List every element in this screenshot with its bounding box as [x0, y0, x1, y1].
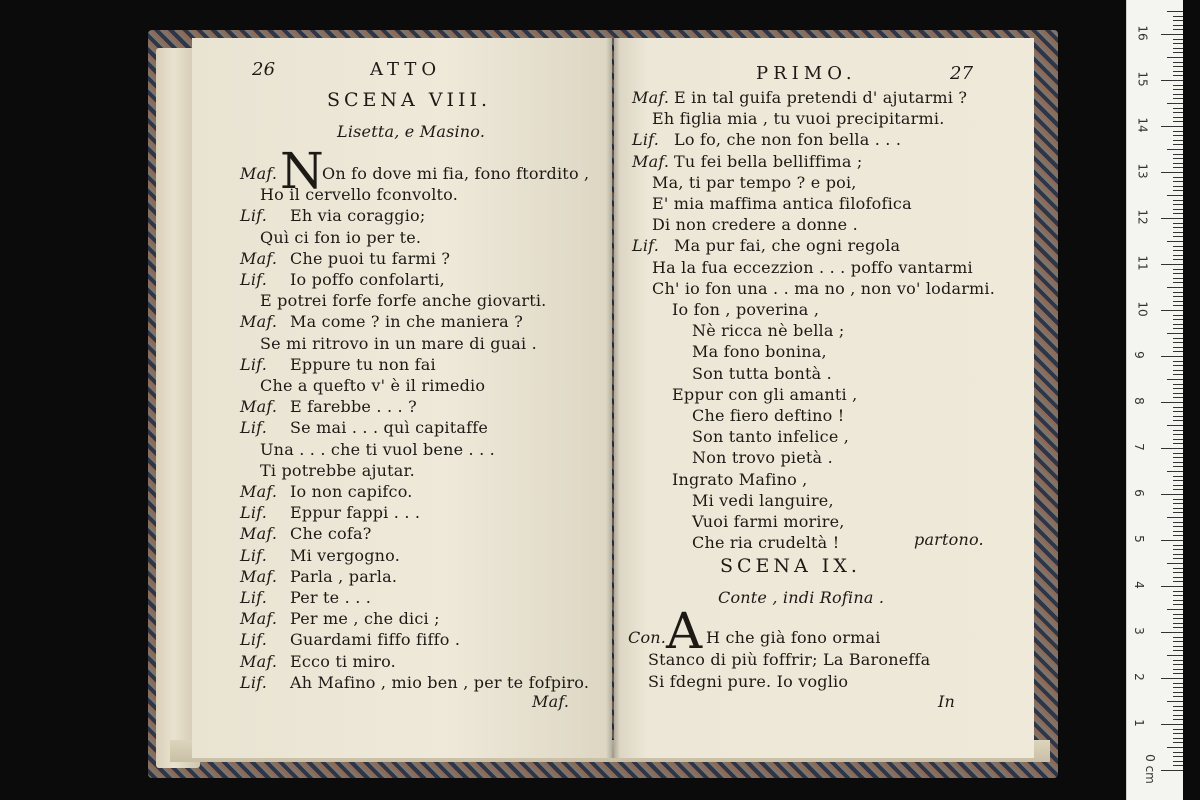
ruler-tick — [1173, 531, 1183, 532]
dialogue-line: Ho il cervello fconvolto. — [260, 185, 459, 205]
ruler-tick — [1161, 356, 1183, 357]
ruler-tick — [1161, 172, 1183, 173]
dialogue-line: Guardami fiffo fiffo . — [290, 630, 461, 650]
ruler-tick — [1173, 140, 1183, 141]
dialogue-line: Una . . . che ti vuol bene . . . — [260, 439, 495, 459]
ruler-tick — [1173, 374, 1183, 375]
ruler-tick — [1167, 655, 1183, 656]
ruler-tick — [1173, 683, 1183, 684]
ruler-tick — [1161, 310, 1183, 311]
dialogue-line: Che a quefto v' è il rimedio — [260, 376, 486, 395]
ruler-tick — [1173, 269, 1183, 270]
ruler-tick — [1173, 765, 1183, 766]
ruler-tick — [1161, 724, 1183, 725]
ruler-tick — [1173, 204, 1183, 205]
ruler-tick — [1173, 131, 1183, 132]
ruler-tick — [1173, 324, 1183, 325]
ruler-tick — [1173, 577, 1183, 578]
speaker-label: Lif. — [240, 545, 267, 565]
speaker-label: Maf. — [632, 88, 670, 107]
dialogue-line: Ah Mafino , mio ben , per te fofpiro. — [290, 672, 590, 692]
ruler-tick — [1173, 618, 1183, 619]
ruler-label: 13 — [1135, 163, 1150, 179]
ruler-tick — [1173, 62, 1183, 63]
ruler-tick — [1173, 39, 1183, 40]
dialogue-line: Quì ci fon io per te. — [260, 227, 422, 247]
ruler-tick — [1173, 499, 1183, 500]
ruler-tick — [1161, 494, 1183, 495]
speaker-label: Lif. — [240, 630, 267, 650]
ruler-tick — [1173, 223, 1183, 224]
ruler-tick — [1167, 103, 1183, 104]
ruler-tick — [1173, 85, 1183, 86]
scene-characters: Lisetta, e Masino. — [337, 122, 486, 141]
dialogue-line: E potrei forfe forfe anche giovarti. — [260, 291, 547, 311]
ruler-tick — [1173, 52, 1183, 53]
dialogue-line: Stanco di più foffrir; La Baroneffa — [648, 650, 931, 669]
dialogue-line: Ch' io fon una . . ma no , non vo' lodarmi. — [652, 278, 996, 298]
dialogue-line: Eppure tu non fai — [290, 354, 436, 374]
ruler-tick — [1173, 361, 1183, 362]
dialogue-line: Parla , parla. — [290, 566, 398, 586]
ruler-tick — [1173, 292, 1183, 293]
ruler-tick — [1173, 154, 1183, 155]
ruler-tick — [1173, 181, 1183, 182]
ruler-tick — [1173, 66, 1183, 67]
speaker-label: Maf. — [240, 312, 278, 332]
ruler-tick — [1173, 508, 1183, 509]
page-number: 27 — [950, 63, 974, 84]
ruler-label: 5 — [1131, 535, 1146, 543]
ruler-tick — [1173, 273, 1183, 274]
speaker-label: Maf. — [240, 482, 278, 501]
dialogue-line: Eppur fappi . . . — [290, 503, 421, 523]
dialogue-line: Che puoi tu farmi ? — [290, 248, 451, 268]
ruler-tick — [1167, 287, 1183, 288]
aria-verse: Eppur con gli amanti , — [672, 384, 858, 404]
ruler-tick — [1173, 246, 1183, 247]
ruler-label: 6 — [1131, 489, 1146, 497]
catchword: In — [938, 692, 956, 711]
ruler-tick — [1173, 476, 1183, 477]
ruler-tick — [1173, 351, 1183, 352]
ruler-tick — [1173, 738, 1183, 739]
ruler-tick — [1167, 379, 1183, 380]
ruler-tick — [1173, 604, 1183, 605]
dialogue-line: Per te . . . — [290, 588, 372, 607]
ruler-tick — [1173, 752, 1183, 753]
ruler-tick — [1161, 632, 1183, 633]
speaker-label: Lif. — [240, 418, 267, 438]
ruler-tick — [1173, 177, 1183, 178]
aria-verse: Io fon , poverina , — [672, 300, 820, 319]
ruler-tick — [1161, 402, 1183, 403]
dialogue-line: On fo dove mi fia, fono ftordito , — [322, 164, 590, 183]
speaker-label: Maf. — [240, 566, 278, 586]
right-page — [614, 38, 1034, 758]
ruler-tick — [1167, 471, 1183, 472]
dialogue-line: Io non capifco. — [290, 482, 413, 501]
aria-verse: Ma fono bonina, — [692, 342, 827, 362]
ruler-tick — [1167, 57, 1183, 58]
ruler-tick — [1173, 232, 1183, 233]
ruler-tick — [1173, 756, 1183, 757]
ruler-tick — [1173, 347, 1183, 348]
left-page — [192, 38, 612, 758]
scene-characters: Conte , indi Rofina . — [718, 588, 885, 607]
ruler-tick — [1167, 609, 1183, 610]
ruler-tick — [1161, 34, 1183, 35]
ruler-tick — [1173, 48, 1183, 49]
dialogue-line: Ha la fua eccezzion . . . poffo vantarmi — [652, 257, 973, 277]
book-gutter — [606, 38, 620, 758]
ruler-tick — [1173, 29, 1183, 30]
ruler-tick — [1173, 328, 1183, 329]
dialogue-line: E farebbe . . . ? — [290, 397, 417, 417]
speaker-label: Maf. — [240, 609, 278, 629]
ruler-tick — [1173, 384, 1183, 385]
ruler-tick — [1173, 89, 1183, 90]
ruler-tick — [1173, 595, 1183, 596]
speaker-label: Maf. — [632, 151, 670, 171]
ruler-label: 10 — [1135, 301, 1150, 317]
ruler-tick — [1173, 664, 1183, 665]
ruler-tick — [1173, 462, 1183, 463]
ruler-tick — [1173, 485, 1183, 486]
aria-verse: Ingrato Mafino , — [672, 469, 808, 489]
ruler-label: 2 — [1131, 673, 1146, 681]
ruler-tick — [1173, 407, 1183, 408]
ruler-label: 3 — [1131, 627, 1146, 635]
ruler-tick — [1173, 489, 1183, 490]
aria-verse: Son tanto infelice , — [692, 427, 850, 447]
ruler-tick — [1173, 434, 1183, 435]
ruler-tick — [1161, 586, 1183, 587]
ruler-tick — [1173, 641, 1183, 642]
speaker-label: Lif. — [240, 588, 267, 607]
ruler-tick — [1173, 25, 1183, 26]
ruler-tick — [1167, 425, 1183, 426]
ruler-label: 9 — [1131, 351, 1146, 359]
ruler-tick — [1173, 637, 1183, 638]
ruler-tick — [1173, 236, 1183, 237]
speaker-label: Lif. — [632, 236, 659, 256]
ruler-tick — [1173, 117, 1183, 118]
ruler-tick — [1173, 627, 1183, 628]
ruler-tick — [1173, 443, 1183, 444]
ruler-tick — [1173, 282, 1183, 283]
ruler-tick — [1173, 209, 1183, 210]
ruler-tick — [1161, 264, 1183, 265]
catchword: Maf. — [532, 692, 570, 711]
ruler-tick — [1173, 729, 1183, 730]
dialogue-line: E in tal guifa pretendi d' ajutarmi ? — [674, 88, 968, 107]
ruler-tick — [1161, 678, 1183, 679]
aria-verse: Che fiero deftino ! — [692, 406, 845, 425]
dialogue-line: Tu fei bella belliffima ; — [674, 151, 863, 171]
ruler-tick — [1173, 144, 1183, 145]
ruler-label: 0 cm — [1142, 754, 1157, 784]
speaker-label: Lif. — [240, 503, 267, 523]
ruler-label: 16 — [1135, 25, 1150, 41]
ruler-tick — [1173, 397, 1183, 398]
ruler-tick — [1161, 770, 1183, 771]
dialogue-line: Ma come ? in che maniera ? — [290, 312, 523, 332]
scene-title: SCENA VIII. — [327, 89, 492, 111]
ruler-tick — [1173, 572, 1183, 573]
ruler-label: 4 — [1131, 581, 1146, 589]
ruler-tick — [1173, 600, 1183, 601]
ruler-tick — [1173, 545, 1183, 546]
ruler-tick — [1173, 135, 1183, 136]
ruler-tick — [1173, 338, 1183, 339]
speaker-label: Maf. — [240, 164, 278, 183]
ruler-tick — [1173, 200, 1183, 201]
ruler-tick — [1173, 186, 1183, 187]
ruler-tick — [1173, 614, 1183, 615]
ruler-tick — [1167, 195, 1183, 196]
ruler-label: 15 — [1135, 71, 1150, 87]
ruler-tick — [1173, 591, 1183, 592]
ruler-tick — [1173, 733, 1183, 734]
dialogue-line: Se mai . . . quì capitaffe — [290, 418, 489, 438]
ruler-label: 8 — [1131, 397, 1146, 405]
ruler-tick — [1173, 342, 1183, 343]
ruler-tick — [1173, 94, 1183, 95]
ruler-tick — [1173, 167, 1183, 168]
speaker-label: Maf. — [240, 248, 278, 268]
scene-title: SCENA IX. — [720, 555, 861, 577]
ruler-tick — [1173, 43, 1183, 44]
dialogue-line: Se mi ritrovo in un mare di guai . — [260, 333, 537, 353]
ruler-tick — [1173, 420, 1183, 421]
ruler-tick — [1173, 719, 1183, 720]
speaker-label: Maf. — [240, 397, 278, 417]
speaker-label: Lif. — [240, 206, 267, 226]
ruler-tick — [1173, 112, 1183, 113]
dialogue-line: Si fdegni pure. Io voglio — [648, 672, 849, 691]
ruler-tick — [1173, 581, 1183, 582]
ruler-tick — [1173, 305, 1183, 306]
ruler-tick — [1173, 416, 1183, 417]
ruler-tick — [1173, 71, 1183, 72]
dialogue-line: E' mia maffima antica filofofica — [652, 194, 912, 213]
ruler-tick — [1173, 98, 1183, 99]
ruler-tick — [1173, 623, 1183, 624]
ruler-tick — [1173, 190, 1183, 191]
ruler-tick — [1167, 747, 1183, 748]
ruler-tick — [1167, 241, 1183, 242]
aria-verse: Vuoi farmi morire, — [692, 512, 845, 531]
ruler-tick — [1173, 742, 1183, 743]
ruler-tick — [1173, 370, 1183, 371]
ruler-tick — [1173, 259, 1183, 260]
ruler-tick — [1173, 715, 1183, 716]
ruler-tick — [1173, 669, 1183, 670]
running-head: ATTO — [370, 59, 442, 80]
dialogue-line: Di non credere a donne . — [652, 215, 858, 235]
ruler-tick — [1173, 480, 1183, 481]
ruler-tick — [1167, 11, 1183, 12]
running-head: PRIMO. — [756, 63, 857, 84]
dialogue-line: H che già fono ormai — [706, 628, 881, 647]
speaker-label: Maf. — [240, 524, 278, 544]
ruler-tick — [1173, 365, 1183, 366]
dialogue-line: Mi vergogno. — [290, 545, 401, 565]
ruler-tick — [1173, 549, 1183, 550]
speaker-label: Lif. — [632, 130, 659, 150]
ruler-tick — [1173, 75, 1183, 76]
ruler-tick — [1173, 466, 1183, 467]
drop-cap: A — [666, 602, 703, 660]
ruler-tick — [1173, 158, 1183, 159]
ruler-tick — [1173, 512, 1183, 513]
ruler-tick — [1173, 687, 1183, 688]
ruler-tick — [1173, 535, 1183, 536]
dialogue-line: Eh figlia mia , tu vuoi precipitarmi. — [652, 109, 945, 129]
ruler-tick — [1173, 16, 1183, 17]
ruler-tick — [1167, 517, 1183, 518]
ruler-tick — [1173, 121, 1183, 122]
speaker-label: Con. — [628, 628, 667, 647]
speaker-label: Lif. — [240, 354, 267, 374]
ruler-tick — [1173, 761, 1183, 762]
speaker-label: Lif. — [240, 672, 267, 692]
ruler-tick — [1173, 646, 1183, 647]
stage-direction: partono. — [914, 530, 984, 549]
ruler-tick — [1167, 149, 1183, 150]
dialogue-line: Ma, ti par tempo ? e poi, — [652, 172, 857, 192]
ruler-tick — [1173, 522, 1183, 523]
drop-cap: N — [280, 142, 324, 200]
ruler-tick — [1173, 315, 1183, 316]
ruler-tick — [1173, 710, 1183, 711]
ruler-tick — [1167, 701, 1183, 702]
measuring-ruler — [1126, 0, 1183, 800]
ruler-tick — [1173, 673, 1183, 674]
dialogue-line: Lo fo, che non fon bella . . . — [674, 130, 902, 150]
aria-verse: Mi vedi languire, — [692, 490, 834, 510]
ruler-tick — [1173, 255, 1183, 256]
ruler-tick — [1173, 393, 1183, 394]
dialogue-line: Eh via coraggio; — [290, 206, 426, 226]
ruler-tick — [1173, 411, 1183, 412]
aria-verse: Che ria crudeltà ! — [692, 533, 840, 553]
ruler-tick — [1167, 333, 1183, 334]
ruler-tick — [1173, 650, 1183, 651]
ruler-tick — [1173, 213, 1183, 214]
ruler-tick — [1173, 250, 1183, 251]
dialogue-line: Per me , che dici ; — [290, 609, 440, 629]
ruler-tick — [1173, 696, 1183, 697]
dialogue-line: Ma pur fai, che ogni regola — [674, 236, 901, 256]
aria-verse: Son tutta bontà . — [692, 363, 832, 383]
ruler-tick — [1161, 218, 1183, 219]
ruler-label: 12 — [1135, 209, 1150, 225]
ruler-tick — [1161, 540, 1183, 541]
ruler-tick — [1173, 296, 1183, 297]
ruler-tick — [1173, 453, 1183, 454]
ruler-tick — [1173, 227, 1183, 228]
page-number: 26 — [252, 59, 276, 80]
ruler-tick — [1173, 568, 1183, 569]
ruler-label: 11 — [1135, 255, 1150, 271]
ruler-tick — [1173, 457, 1183, 458]
aria-verse: Non trovo pietà . — [692, 448, 833, 468]
ruler-tick — [1173, 660, 1183, 661]
ruler-label: 14 — [1135, 117, 1150, 133]
dialogue-line: Io poffo confolarti, — [290, 270, 445, 289]
speaker-label: Maf. — [240, 651, 278, 671]
ruler-tick — [1161, 448, 1183, 449]
speaker-label: Lif. — [240, 270, 267, 289]
ruler-tick — [1161, 80, 1183, 81]
ruler-tick — [1173, 558, 1183, 559]
ruler-tick — [1161, 126, 1183, 127]
dialogue-line: Ti potrebbe ajutar. — [260, 460, 415, 480]
ruler-tick — [1173, 20, 1183, 21]
ruler-tick — [1173, 503, 1183, 504]
ruler-tick — [1173, 278, 1183, 279]
aria-verse: Nè ricca nè bella ; — [692, 321, 845, 341]
ruler-tick — [1173, 526, 1183, 527]
ruler-tick — [1173, 301, 1183, 302]
ruler-tick — [1173, 439, 1183, 440]
ruler-tick — [1173, 430, 1183, 431]
ruler-label: 7 — [1131, 443, 1146, 451]
ruler-tick — [1167, 563, 1183, 564]
ruler-tick — [1173, 692, 1183, 693]
ruler-tick — [1173, 108, 1183, 109]
ruler-label: 1 — [1131, 719, 1146, 727]
dialogue-line: Che cofa? — [290, 524, 372, 544]
dialogue-line: Ecco ti miro. — [290, 651, 396, 671]
ruler-tick — [1173, 388, 1183, 389]
ruler-tick — [1173, 554, 1183, 555]
ruler-tick — [1173, 319, 1183, 320]
ruler-tick — [1173, 706, 1183, 707]
ruler-tick — [1173, 163, 1183, 164]
